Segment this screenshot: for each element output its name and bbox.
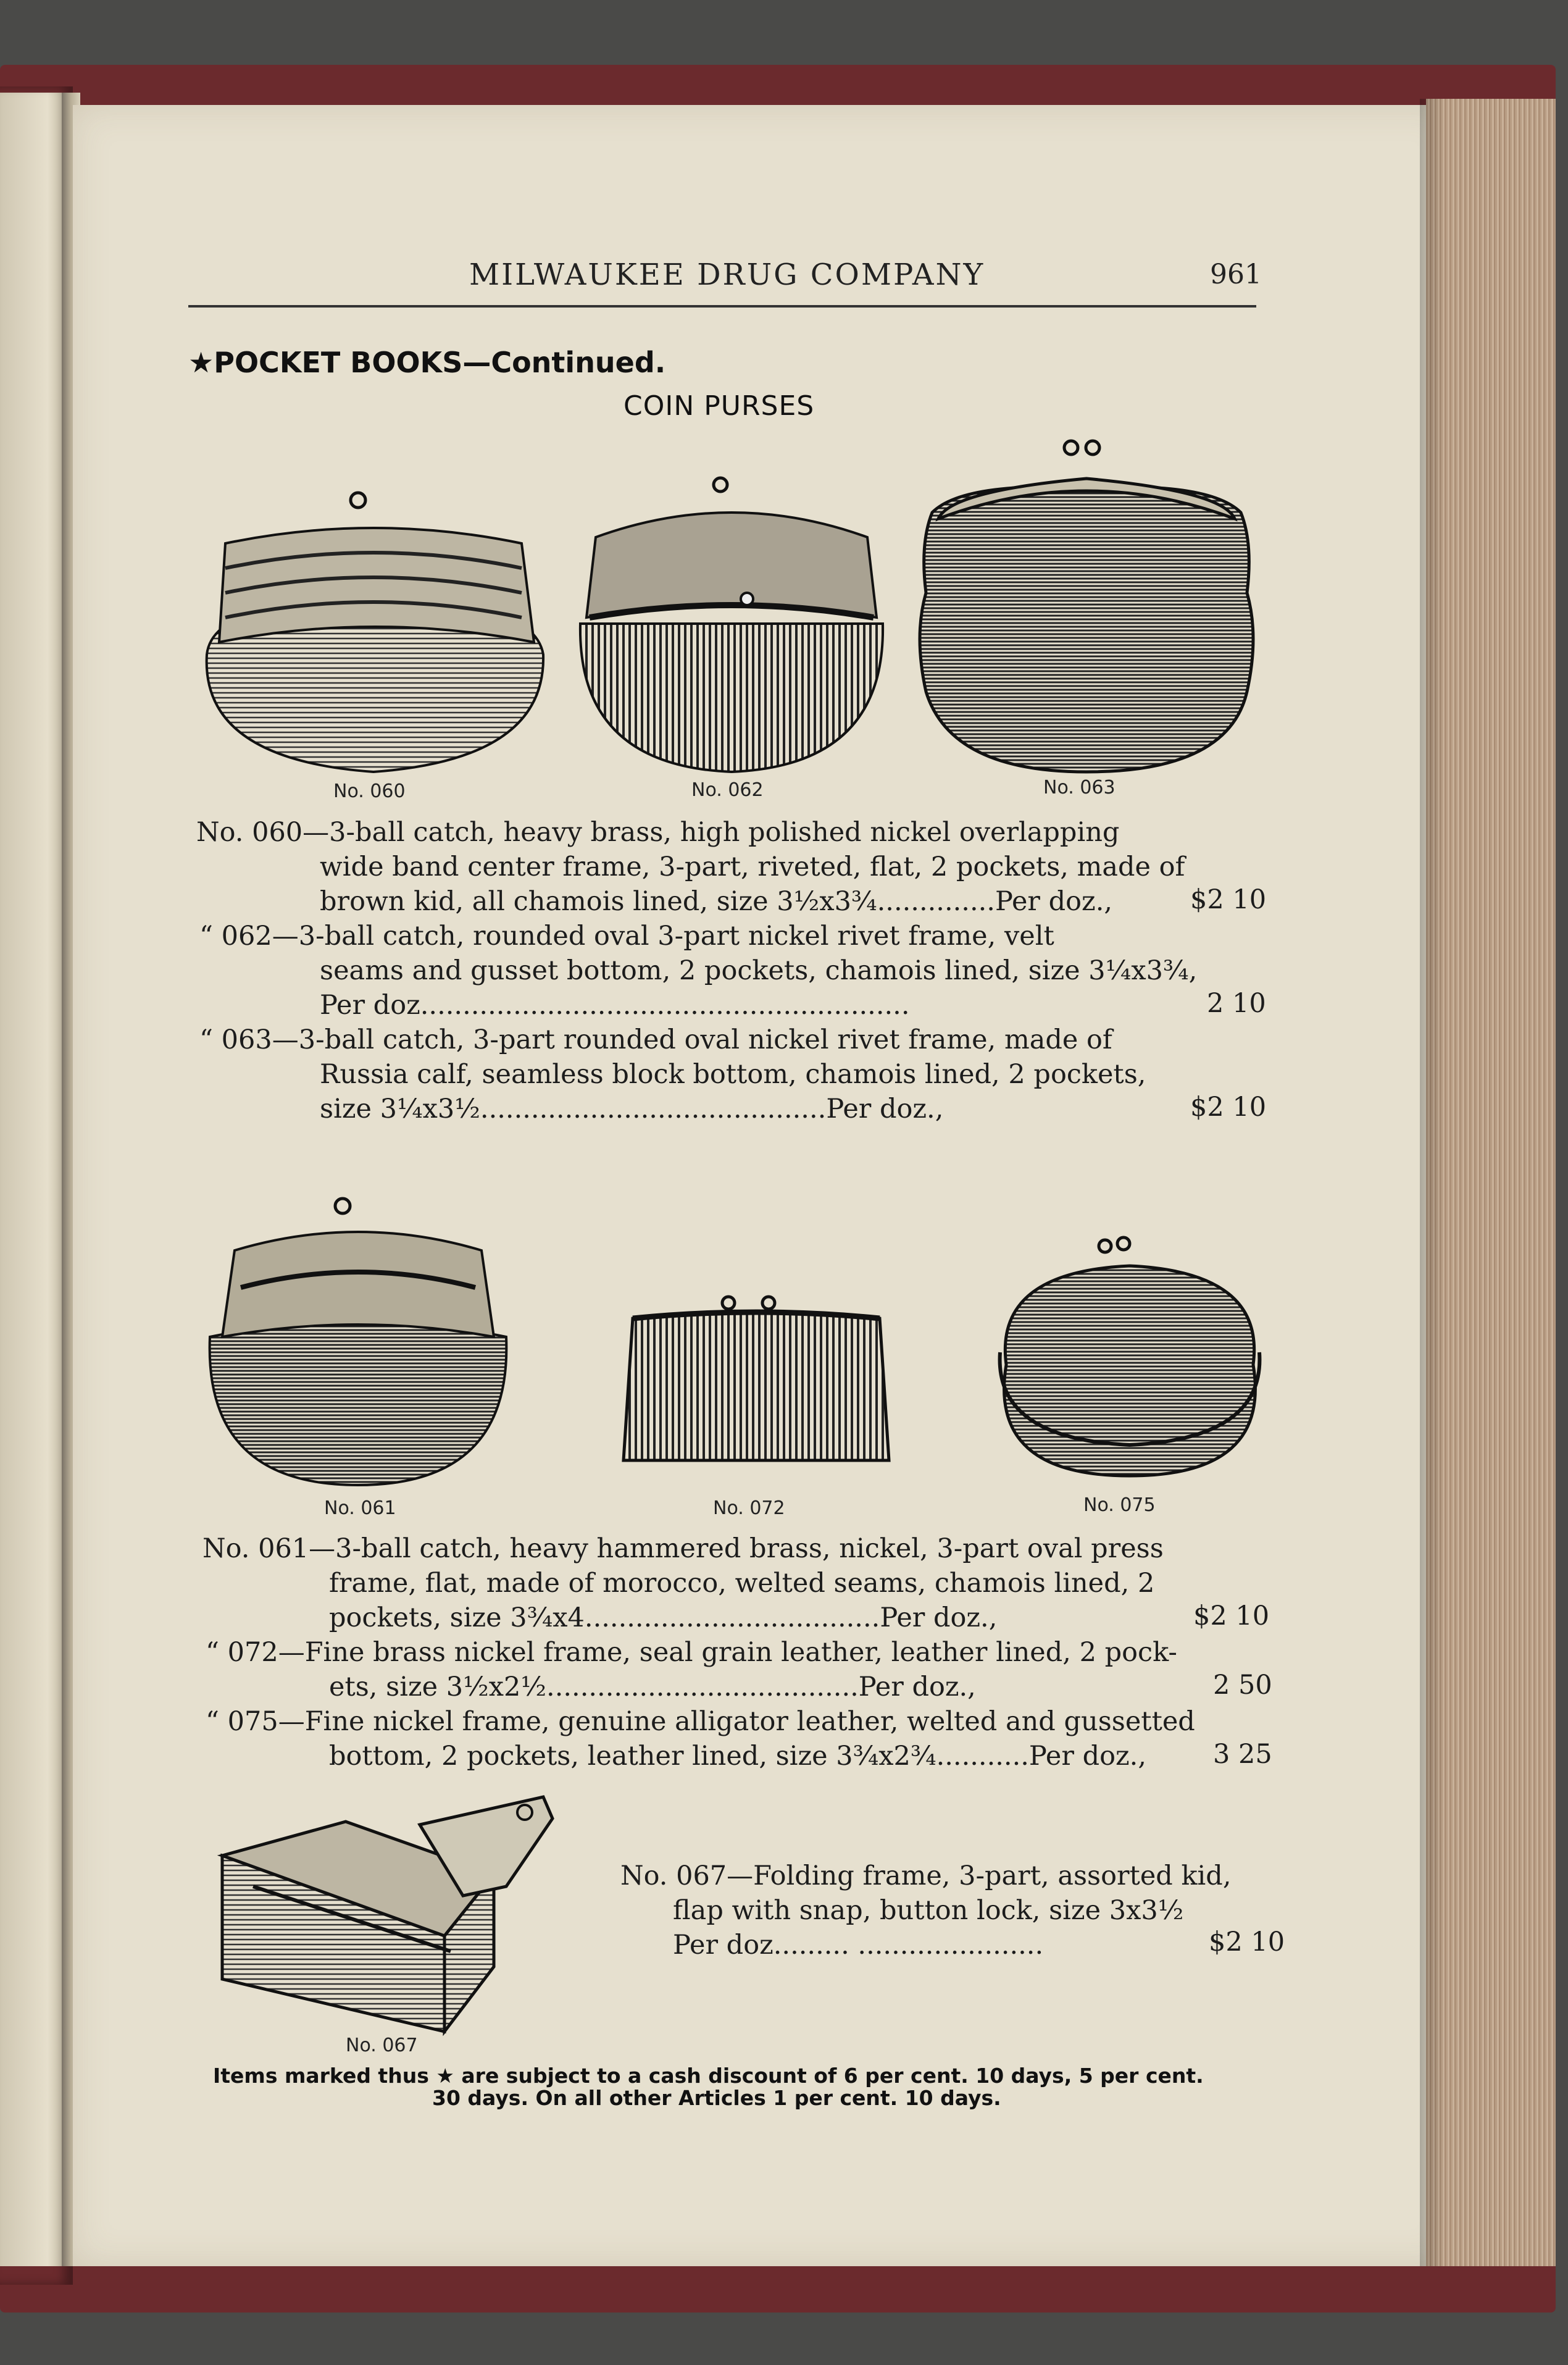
caption-062: No. 062 — [691, 779, 764, 801]
price-060: $2 10 — [1190, 884, 1267, 915]
price-063: $2 10 — [1190, 1092, 1267, 1123]
purse-067-illustration — [216, 1794, 562, 2035]
page-number: 961 — [1210, 259, 1262, 290]
caption-075: No. 075 — [1083, 1494, 1156, 1516]
caption-060: No. 060 — [333, 781, 406, 802]
page-fore-edge — [1426, 99, 1556, 2266]
discount-note-line-1: Items marked thus ★ are subject to a cash discount of 6 per cent. 10 days, 5 per cent. — [213, 2064, 1204, 2088]
header-rule — [188, 305, 1256, 308]
desc-line: ets, size 3½x2½.....................................Per doz., — [329, 1672, 976, 1702]
desc-line: “ 072—Fine brass nickel frame, seal grain leather, leather lined, 2 pock- — [206, 1637, 1177, 1668]
desc-line: Per doz......... ...................... — [673, 1930, 1044, 1961]
description-block-2 — [202, 1531, 1195, 1773]
desc-line: pockets, size 3¾x4...................................Per doz., — [329, 1602, 998, 1633]
purse-060-illustration — [201, 488, 553, 778]
purse-063-illustration — [914, 432, 1259, 778]
desc-line: “ 075—Fine nickel frame, genuine alligator leather, welted and gussetted — [206, 1706, 1195, 1737]
desc-line: Russia calf, seamless block bottom, chamois lined, 2 pockets, — [320, 1059, 1146, 1090]
header-title: MILWAUKEE DRUG COMPANY — [469, 257, 985, 292]
desc-line: bottom, 2 pockets, leather lined, size 3¾x2¾...........Per doz., — [329, 1741, 1147, 1772]
desc-line: frame, flat, made of morocco, welted seams, chamois lined, 2 — [329, 1568, 1155, 1599]
desc-line: Per doz.......................................................... — [320, 990, 910, 1021]
desc-line: flap with snap, button lock, size 3x3½ — [673, 1895, 1184, 1926]
price-075: 3 25 — [1213, 1739, 1272, 1770]
caption-067: No. 067 — [346, 2035, 418, 2056]
desc-line: No. 061—3-ball catch, heavy hammered brass, nickel, 3-part oval press — [202, 1533, 1164, 1564]
caption-063: No. 063 — [1043, 777, 1116, 798]
section-subtitle: COIN PURSES — [623, 390, 815, 422]
section-title: ★POCKET BOOKS—Continued. — [188, 346, 666, 379]
purse-075-illustration — [994, 1235, 1266, 1482]
desc-line: size 3¼x3½.........................................Per doz., — [320, 1094, 944, 1124]
price-072: 2 50 — [1213, 1670, 1272, 1701]
desc-line: brown kid, all chamois lined, size 3½x3¾..............Per doz., — [320, 886, 1113, 917]
desc-line: wide band center frame, 3-part, riveted, flat, 2 pockets, made of — [320, 852, 1185, 882]
price-067: $2 10 — [1209, 1927, 1285, 1957]
desc-line: seams and gusset bottom, 2 pockets, chamois lined, size 3¼x3¾, — [320, 955, 1198, 986]
purse-072-illustration — [620, 1294, 892, 1467]
fore-edge-shadow — [1420, 99, 1445, 2266]
purse-062-illustration — [577, 475, 886, 778]
purse-061-illustration — [204, 1195, 512, 1491]
desc-line: “ 062—3-ball catch, rounded oval 3-part nickel rivet frame, velt — [199, 921, 1054, 952]
price-061: $2 10 — [1193, 1601, 1270, 1631]
desc-line: No. 060—3-ball catch, heavy brass, high polished nickel overlapping — [196, 817, 1120, 848]
desc-line: No. 067—Folding frame, 3-part, assorted kid, — [620, 1861, 1232, 1891]
desc-line: “ 063—3-ball catch, 3-part rounded oval nickel rivet frame, made of — [199, 1024, 1112, 1055]
description-block-3 — [620, 1859, 1231, 1962]
caption-072: No. 072 — [713, 1497, 785, 1519]
discount-note-line-2: 30 days. On all other Articles 1 per cent. 10 days. — [432, 2086, 1001, 2110]
price-062: 2 10 — [1207, 988, 1266, 1019]
description-block-1 — [196, 815, 1197, 1126]
caption-061: No. 061 — [324, 1497, 396, 1519]
running-header — [185, 250, 1262, 306]
